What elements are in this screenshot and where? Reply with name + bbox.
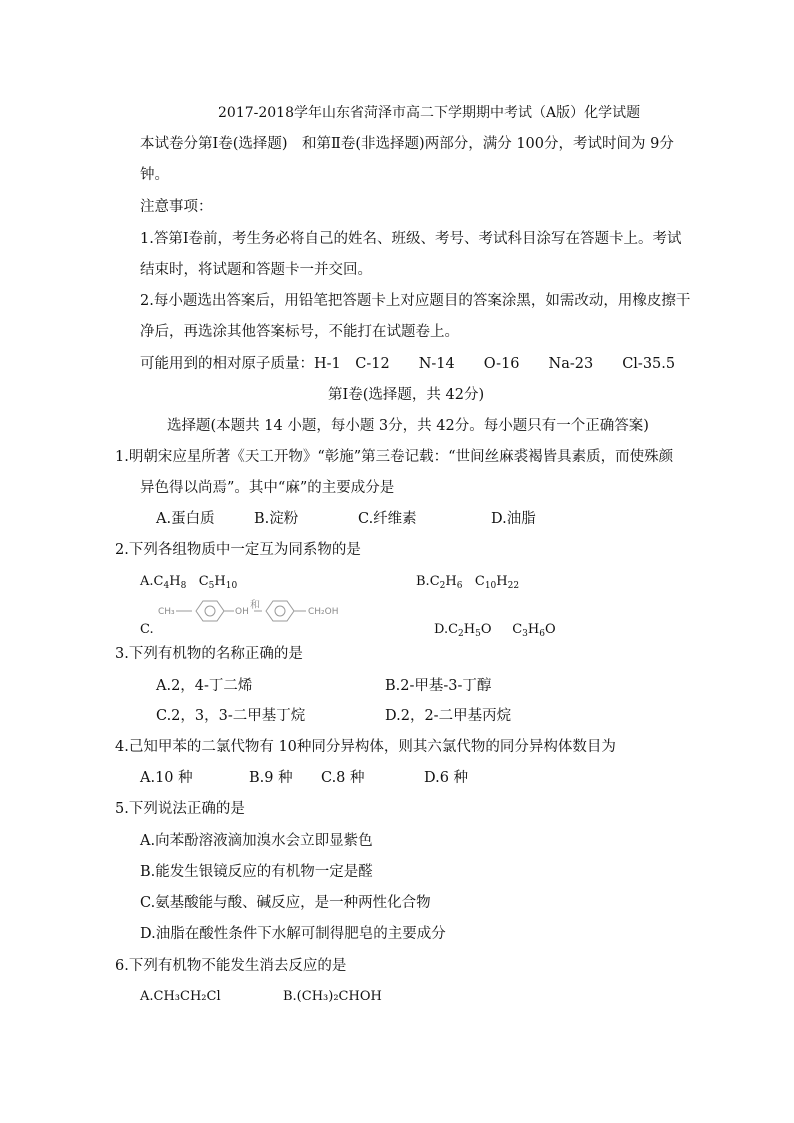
question-5-option-d: D.油脂在酸性条件下水解可制得肥皂的主要成分 <box>140 926 446 942</box>
section-title: 第Ⅰ卷(选择题，共 42分) <box>328 387 485 403</box>
question-5-stem: 5.下列说法正确的是 <box>115 801 245 817</box>
struct-right-group: CH₂OH <box>308 607 339 617</box>
question-1-option-c: C.纤维素 <box>358 511 417 527</box>
question-3-option-c: C.2，3，3-二甲基丁烷 <box>156 708 306 724</box>
question-2-option-a: $A.C_4H_8$ $C_5H_{10}$ <box>140 574 238 591</box>
question-1-stem: 1.明朝宋应星所著《天工开物》“彰施”第三卷记载：“世间丝麻裘褐皆具素质，而使殊颜 <box>115 449 674 465</box>
question-2-option-d: $D.C_2H_5O$ $C_3H_6O$ <box>434 622 556 639</box>
page-title: 2017-2018学年山东省菏泽市高二下学期期中考试（A版）化学试题 <box>218 105 641 121</box>
question-6-stem: 6.下列有机物不能发生消去反应的是 <box>115 958 347 974</box>
question-3-option-a: A.2，4-丁二烯 <box>156 678 253 694</box>
intro-text: 本试卷分第Ⅰ卷(选择题) 和第Ⅱ卷(非选择题)两部分，满分 100分，考试时间为 9分 <box>140 136 674 152</box>
question-4-option-d: D.6 种 <box>424 770 469 786</box>
struct-left-group: CH₃ <box>158 607 175 617</box>
intro-text-cont: 钟。 <box>140 167 169 183</box>
notice-item-1: 1.答第Ⅰ卷前，考生务必将自己的姓名、班级、考号、考试科目涂写在答题卡上。考试 <box>140 231 682 247</box>
question-1-stem-cont: 异色得以尚焉”。其中“麻”的主要成分是 <box>140 480 395 496</box>
notice-item-2-cont: 净后，再选涂其他答案标号，不能打在试题卷上。 <box>140 324 459 340</box>
question-4-stem: 4.己知甲苯的二氯代物有 10种同分异构体，则其六氯代物的同分异构体数目为 <box>115 739 616 755</box>
question-2-stem: 2.下列各组物质中一定互为同系物的是 <box>115 542 361 558</box>
question-5-option-c: C.氨基酸能与酸、碱反应，是一种两性化合物 <box>140 895 431 911</box>
question-6-option-b: B.(CH₃)₂CHOH <box>283 989 382 1004</box>
question-4-option-c: C.8 种 <box>321 770 365 786</box>
section-instructions: 选择题(本题共 14 小题，每小题 3分，共 42分。每小题只有一个正确答案) <box>167 418 649 434</box>
question-3-option-b: B.2-甲基-3-丁醇 <box>385 678 492 694</box>
notice-item-2: 2.每小题选出答案后，用铅笔把答题卡上对应题目的答案涂黑，如需改动，用橡皮擦干 <box>140 293 691 309</box>
question-3-option-d: D.2，2-二甲基丙烷 <box>385 708 512 724</box>
question-3-stem: 3.下列有机物的名称正确的是 <box>115 646 303 662</box>
question-1-option-b: B.淀粉 <box>254 511 299 527</box>
notice-title: 注意事项： <box>140 199 213 215</box>
structure-image <box>156 596 362 626</box>
question-2-option-b: $B.C_2H_6$ $C_{10}H_{22}$ <box>416 574 520 591</box>
question-6-option-a: A.CH₃CH₂Cl <box>140 989 221 1004</box>
question-1-option-a: A.蛋白质 <box>156 511 215 527</box>
question-5-option-a: A.向苯酚溶液滴加溴水会立即显紫色 <box>140 833 373 849</box>
question-2-option-c: C. <box>140 622 154 637</box>
question-4-option-b: B.9 种 <box>249 770 293 786</box>
struct-left-oh: OH <box>235 607 249 617</box>
question-4-option-a: A.10 种 <box>140 770 193 786</box>
struct-and: 和 <box>250 600 260 611</box>
notice-item-1-cont: 结束时，将试题和答题卡一并交回。 <box>140 262 372 278</box>
question-1-option-d: D.油脂 <box>491 511 536 527</box>
atomic-mass-line: 可能用到的相对原子质量：H-1 C-12 N-14 O-16 Na-23 Cl-35.5 <box>140 356 676 372</box>
question-5-option-b: B.能发生银镜反应的有机物一定是醛 <box>140 864 373 880</box>
